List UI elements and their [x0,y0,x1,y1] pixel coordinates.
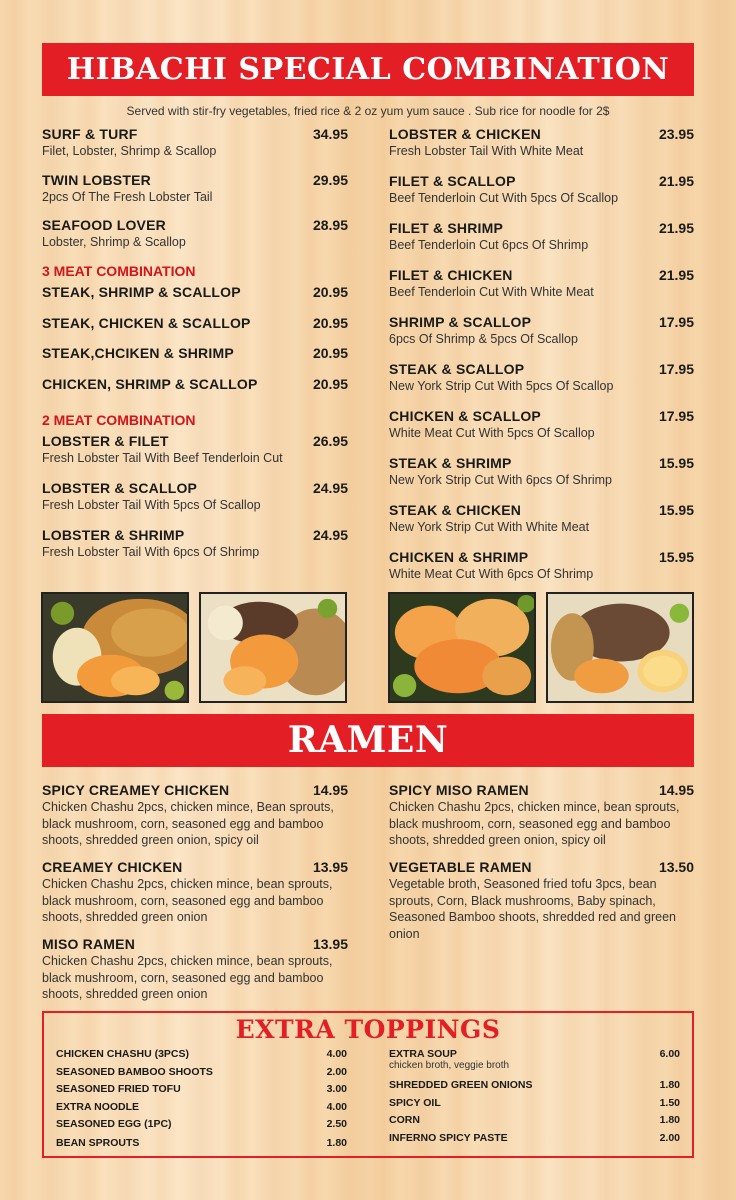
topping-item [389,1079,680,1097]
item-price: 15.95 [658,502,694,518]
topping-price: 2.50 [326,1118,347,1130]
item-desc: Fresh Lobster Tail With 5pcs Of Scallop [42,497,261,512]
item-desc: Beef Tenderloin Cut With White Meat [389,285,594,299]
topping-item [56,1048,347,1066]
item-price: 34.95 [312,126,348,142]
topping-price: 1.80 [659,1114,680,1126]
item-name: FILET & SHRIMP [389,220,504,236]
menu-item [42,315,348,346]
topping-name: EXTRA NOODLE [56,1100,140,1113]
item-desc: New York Strip Cut With 5pcs Of Scallop [389,379,614,393]
item-price: 29.95 [312,172,348,188]
menu-item [42,527,348,567]
item-price: 13.50 [658,859,694,875]
topping-price: 1.50 [659,1096,680,1109]
topping-name: SEASONED FRIED TOFU [56,1083,181,1095]
menu-item [42,376,348,412]
topping-item [56,1066,347,1084]
item-desc: Beef Tenderloin Cut 6pcs Of Shrimp [389,238,589,252]
item-price: 28.95 [312,217,348,233]
topping-name: CHICKEN CHASHU (3PCS) [56,1048,190,1060]
topping-item [56,1137,347,1155]
hibachi-photo-steak-sauce [546,592,694,703]
hibachi-subtitle: Served with stir-fry vegetables, fried rice & 2 oz yum yum sauce . Sub rice for noodle for 2$ [126,104,610,118]
item-price: 13.95 [312,859,348,875]
item-price: 17.95 [658,408,694,424]
item-name: SURF & TURF [42,126,138,142]
topping-price: 2.00 [326,1065,347,1078]
topping-item [389,1097,680,1115]
item-desc: Vegetable broth, Seasoned fried tofu 3pcs, bean sprouts, Corn, Black mushrooms, Baby spinach, Seasoned Bamboo shoots, shredded red and green onion [389,877,677,941]
item-name: STEAK, CHICKEN & SCALLOP [42,314,251,331]
item-price: 21.95 [658,267,694,283]
hibachi-photo-lobster-shrimp [388,592,536,703]
item-name: STEAK, SHRIMP & SCALLOP [42,284,241,300]
menu-item [389,782,694,859]
item-name: STEAK,CHCIKEN & SHRIMP [42,345,234,361]
topping-name: EXTRA SOUP [389,1048,457,1060]
topping-price: 1.80 [659,1079,680,1091]
hibachi-photo-steak-shrimp [199,592,347,703]
item-price: 14.95 [312,782,348,798]
menu-item [42,217,348,267]
menu-item [389,502,694,549]
menu-item [42,936,348,1006]
item-name: CHICKEN, SHRIMP & SCALLOP [42,375,258,392]
menu-item [389,859,694,943]
item-name: VEGETABLE RAMEN [389,859,532,875]
item-desc: 2pcs Of The Fresh Lobster Tail [42,190,213,204]
item-price: 26.95 [312,432,348,449]
menu-item [42,345,348,376]
topping-name: SEASONED EGG (1PC) [56,1118,172,1130]
item-desc: Lobster, Shrimp & Scallop [42,235,186,249]
topping-price: 3.00 [326,1083,347,1095]
item-price: 20.95 [312,375,348,392]
menu-item [42,859,348,936]
menu-item [389,408,694,455]
item-desc: Beef Tenderloin Cut With 5pcs Of Scallop [389,191,619,205]
item-name: SPICY CREAMEY CHICKEN [42,782,230,798]
three-meat-heading: 3 MEAT COMBINATION [42,263,196,279]
menu-item [42,126,348,172]
topping-price: 4.00 [326,1048,347,1060]
item-price: 20.95 [312,284,348,300]
ramen-right-column [389,782,694,943]
item-name: LOBSTER & FILET [42,432,169,449]
toppings-left-column [56,1048,347,1154]
item-desc: White Meat Cut With 6pcs Of Shrimp [389,567,594,581]
item-price: 21.95 [658,173,694,189]
topping-name: SPICY OIL [389,1096,441,1109]
toppings-right-column [389,1048,680,1149]
topping-name: CORN [389,1114,420,1126]
menu-item [389,455,694,502]
menu-item [389,314,694,361]
item-desc: White Meat Cut With 5pcs Of Scallop [389,426,595,440]
topping-item [56,1118,347,1136]
item-price: 15.95 [658,455,694,471]
hibachi-title-banner: HIBACHI SPECIAL COMBINATION [42,43,694,96]
topping-name: SEASONED BAMBOO SHOOTS [56,1065,213,1078]
hibachi-photo-shrimp-rice [41,592,189,703]
item-name: FILET & CHICKEN [389,267,513,283]
item-desc: Chicken Chashu 2pcs, chicken mince, bean sprouts, black mushroom, corn, seasoned egg and bamboo shoots, shredded green onion, spicy oil [389,800,680,847]
topping-price: 6.00 [659,1048,680,1060]
item-desc: 6pcs Of Shrimp & 5pcs Of Scallop [389,332,578,346]
item-name: CHICKEN & SHRIMP [389,549,529,565]
menu-item [42,782,348,859]
menu-item [389,220,694,267]
ramen-title-banner: RAMEN [42,714,694,767]
item-price: 21.95 [658,220,694,236]
menu-item [42,433,348,480]
item-name: CHICKEN & SCALLOP [389,408,541,424]
item-desc: Chicken Chashu 2pcs, chicken mince, Bean sprouts, black mushroom, corn, seasoned egg and bamboo shoots, shredded green onion, spicy oil [42,800,334,847]
ramen-left-column [42,782,348,1006]
item-desc: Fresh Lobster Tail With Beef Tenderloin Cut [42,450,283,465]
menu-item [389,126,694,173]
item-desc: New York Strip Cut With White Meat [389,520,590,534]
item-price: 20.95 [312,345,348,361]
item-price: 20.95 [312,314,348,331]
item-name: MISO RAMEN [42,936,135,952]
topping-price: 1.80 [326,1136,347,1149]
item-name: STEAK & CHICKEN [389,502,522,518]
topping-item [56,1101,347,1119]
item-name: TWIN LOBSTER [42,172,151,188]
topping-item [389,1114,680,1132]
item-name: LOBSTER & CHICKEN [389,126,541,142]
item-desc: Fresh Lobster Tail With 6pcs Of Shrimp [42,544,260,559]
topping-price: 4.00 [326,1100,347,1113]
menu-item [389,173,694,220]
two-meat-heading: 2 MEAT COMBINATION [42,411,196,428]
item-name: STEAK & SHRIMP [389,455,512,471]
menu-item [42,480,348,527]
topping-item [389,1132,680,1150]
topping-name: INFERNO SPICY PASTE [389,1131,508,1144]
extra-toppings-title: EXTRA TOPPINGS [235,1015,501,1044]
item-name: LOBSTER & SHRIMP [42,526,185,543]
topping-price: 2.00 [659,1131,680,1144]
item-price: 23.95 [658,126,694,142]
hibachi-right-column [389,126,694,589]
item-price: 24.95 [312,526,348,543]
topping-sub: chicken broth, veggie broth [389,1060,510,1071]
item-name: SEAFOOD LOVER [42,217,166,233]
item-name: SPICY MISO RAMEN [389,782,529,798]
item-name: STEAK & SCALLOP [389,361,525,377]
topping-name: SHREDDED GREEN ONIONS [389,1079,533,1091]
item-price: 17.95 [658,361,694,377]
item-price: 15.95 [658,549,694,565]
hibachi-left-column [42,126,348,567]
item-name: CREAMEY CHICKEN [42,859,183,875]
menu-item [389,549,694,589]
menu-item [389,361,694,408]
item-desc: Filet, Lobster, Shrimp & Scallop [42,144,217,158]
item-desc: New York Strip Cut With 6pcs Of Shrimp [389,473,612,487]
item-price: 14.95 [658,782,694,798]
item-name: SHRIMP & SCALLOP [389,314,532,330]
topping-name: BEAN SPROUTS [56,1136,140,1149]
item-price: 13.95 [312,936,348,952]
item-price: 24.95 [312,479,348,496]
menu-item [42,172,348,217]
item-price: 17.95 [658,314,694,330]
item-desc: Chicken Chashu 2pcs, chicken mince, bean sprouts, black mushroom, corn, seasoned egg and bamboo shoots, shredded green onion [42,877,333,924]
menu-item [389,267,694,314]
topping-item-extra-soup [389,1048,680,1079]
item-desc: Fresh Lobster Tail With White Meat [389,144,584,158]
item-desc: Chicken Chashu 2pcs, chicken mince, bean sprouts, black mushroom, corn, seasoned egg and bamboo shoots, shredded green onion [42,954,333,1001]
item-name: FILET & SCALLOP [389,173,516,189]
menu-item [42,284,348,315]
topping-item [56,1083,347,1101]
item-name: LOBSTER & SCALLOP [42,479,198,496]
